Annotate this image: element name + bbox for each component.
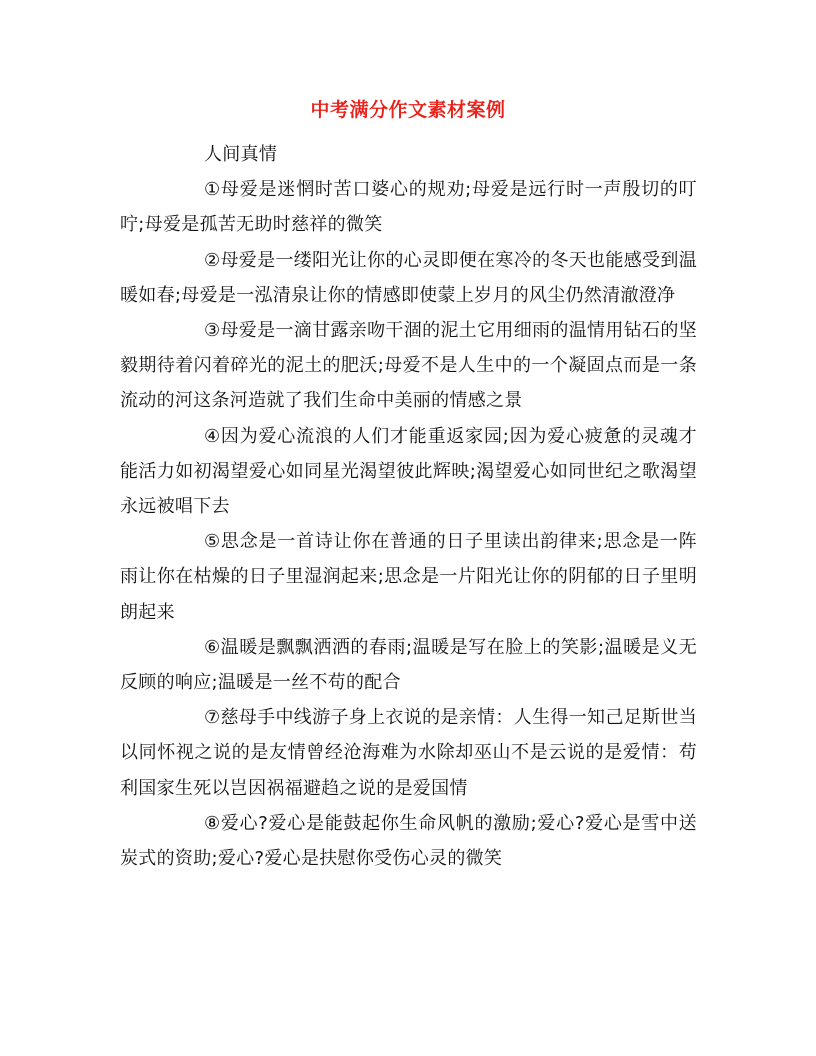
paragraph-6: ⑥温暖是飘飘洒洒的春雨;温暖是写在脸上的笑影;温暖是义无反顾的响应;温暖是一丝不苟的配合 — [120, 636, 697, 694]
paragraph-8: ⑧爱心?爱心是能鼓起你生命风帆的激励;爱心?爱心是雪中送炭式的资助;爱心?爱心是扶慰你受伤心灵的微笑 — [120, 812, 697, 870]
paragraph-1: ①母爱是迷惘时苦口婆心的规劝;母爱是远行时一声殷切的叮咛;母爱是孤苦无助时慈祥的微笑 — [120, 179, 697, 236]
paragraph-7: ⑦慈母手中线游子身上衣说的是亲情：人生得一知己足斯世当以同怀视之说的是友情曾经沧海难为水除却巫山不是云说的是爱情：苟利国家生死以岂因祸福避趋之说的是爱国情 — [120, 707, 697, 799]
document-body — [120, 137, 697, 876]
paragraph-2: ②母爱是一缕阳光让你的心灵即便在寒冷的冬天也能感受到温暖如春;母爱是一泓清泉让你的情感即使蒙上岁月的风尘仍然清澈澄净 — [120, 249, 697, 306]
section-heading: 人间真情 — [204, 144, 278, 165]
paragraph-5: ⑤思念是一首诗让你在普通的日子里读出韵律来;思念是一阵雨让你在枯燥的日子里湿润起来;思念是一片阳光让你的阴郁的日子里明朗起来 — [120, 531, 697, 623]
paragraph-3: ③母爱是一滴甘露亲吻干涸的泥土它用细雨的温情用钻石的坚毅期待着闪着碎光的泥土的肥沃;母爱不是人生中的一个凝固点而是一条流动的河这条河造就了我们生命中美丽的情感之景 — [120, 320, 697, 412]
paragraph-4: ④因为爱心流浪的人们才能重返家园;因为爱心疲惫的灵魂才能活力如初渴望爱心如同星光渴望彼此辉映;渴望爱心如同世纪之歌渴望永远被唱下去 — [120, 425, 697, 518]
document-title: 中考满分作文素材案例 — [310, 99, 506, 121]
